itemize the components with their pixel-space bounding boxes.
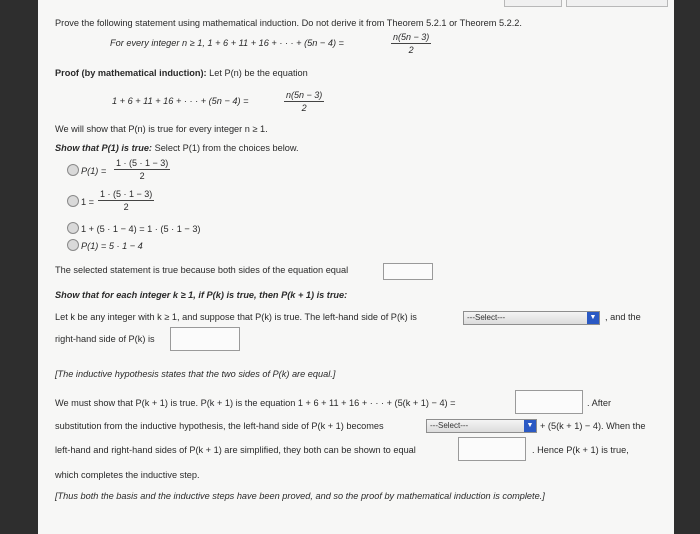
- choice-1-lhs: P(1) =: [81, 166, 107, 176]
- completes-text: which completes the inductive step.: [55, 470, 200, 480]
- hence-text: . Hence P(k + 1) is true,: [532, 445, 629, 455]
- choice-1-radio[interactable]: [67, 164, 79, 176]
- must-show-text: We must show that P(k + 1) is true. P(k + 1) is the equation 1 + 6 + 11 + 16 + · · · + (5(k + 1) − 4) =: [55, 398, 456, 408]
- intro-text: Prove the following statement using mathematical induction. Do not derive it from Theorem 5.2.1 or Theorem 5.2.2.: [55, 18, 522, 28]
- rhs-of-text: right-hand side of P(k) is: [55, 334, 155, 344]
- selected-true-text: The selected statement is true because both sides of the equation equal: [55, 265, 349, 275]
- pk1-rhs-input[interactable]: [515, 390, 583, 414]
- equation-fraction: $\frac{n(5n - 3)}{2}$: [286, 90, 323, 113]
- choice-3-text: 1 + (5 · 1 − 4) = 1 · (5 · 1 − 3): [81, 224, 201, 234]
- hypothesis-text: [The inductive hypothesis states that the two sides of P(k) are equal.]: [55, 369, 336, 379]
- will-show-text: We will show that P(n) is true for every integer n ≥ 1.: [55, 124, 268, 134]
- choice-4-radio[interactable]: [67, 239, 79, 251]
- choice-4-text: P(1) = 5 · 1 − 4: [81, 241, 143, 251]
- top-tab: [504, 0, 562, 7]
- equation-lhs: 1 + 6 + 11 + 16 + · · · + (5n − 4) =: [112, 96, 249, 106]
- choice-2-lhs: 1 =: [81, 197, 95, 207]
- plus-term-text: + (5(k + 1) − 4). When the: [540, 421, 646, 431]
- both-sides-equal-input[interactable]: [383, 263, 433, 280]
- show-inductive-heading: Show that for each integer k ≥ 1, if P(k) is true, then P(k + 1) is true:: [55, 290, 348, 300]
- problem-sheet: [38, 0, 674, 534]
- after-text: . After: [587, 398, 611, 408]
- substitution-text: substitution from the inductive hypothesis, the left-hand side of P(k + 1) becomes: [55, 421, 384, 431]
- simplified-text: left-hand and right-hand sides of P(k + 1) are simplified, they both can be shown to equal: [55, 445, 416, 455]
- lhs-pk-select[interactable]: ---Select--- ▼: [463, 311, 600, 325]
- chevron-down-icon: ▼: [524, 420, 536, 432]
- and-the-text: , and the: [605, 312, 641, 322]
- conclusion-text: [Thus both the basis and the inductive steps have been proved, and so the proof by mathematical induction is complete.]: [55, 491, 545, 501]
- statement-text: For every integer n ≥ 1, 1 + 6 + 11 + 16 + · · · + (5n − 4) =: [110, 38, 344, 48]
- choice-2-fraction: $\frac{1 \cdot (5 \cdot 1 - 3)}{2}$: [100, 189, 153, 212]
- choice-2-radio[interactable]: [67, 195, 79, 207]
- chevron-down-icon: ▼: [587, 312, 599, 324]
- both-simplify-input[interactable]: [458, 437, 526, 461]
- proof-heading-line: Proof (by mathematical induction): Let P(n) be the equation: [55, 68, 308, 78]
- choice-1-fraction: $\frac{1 \cdot (5 \cdot 1 - 3)}{2}$: [116, 158, 169, 181]
- statement-fraction: $\frac{n(5n - 3)}{2}$: [393, 32, 430, 55]
- show-p1-line: Show that P(1) is true: Select P(1) from the choices below.: [55, 143, 299, 153]
- let-k-text: Let k be any integer with k ≥ 1, and suppose that P(k) is true. The left-hand side of P(k) is: [55, 312, 417, 322]
- substitution-select[interactable]: ---Select--- ▼: [426, 419, 537, 433]
- rhs-pk-input[interactable]: [170, 327, 240, 351]
- top-tab: [566, 0, 668, 7]
- choice-3-radio[interactable]: [67, 222, 79, 234]
